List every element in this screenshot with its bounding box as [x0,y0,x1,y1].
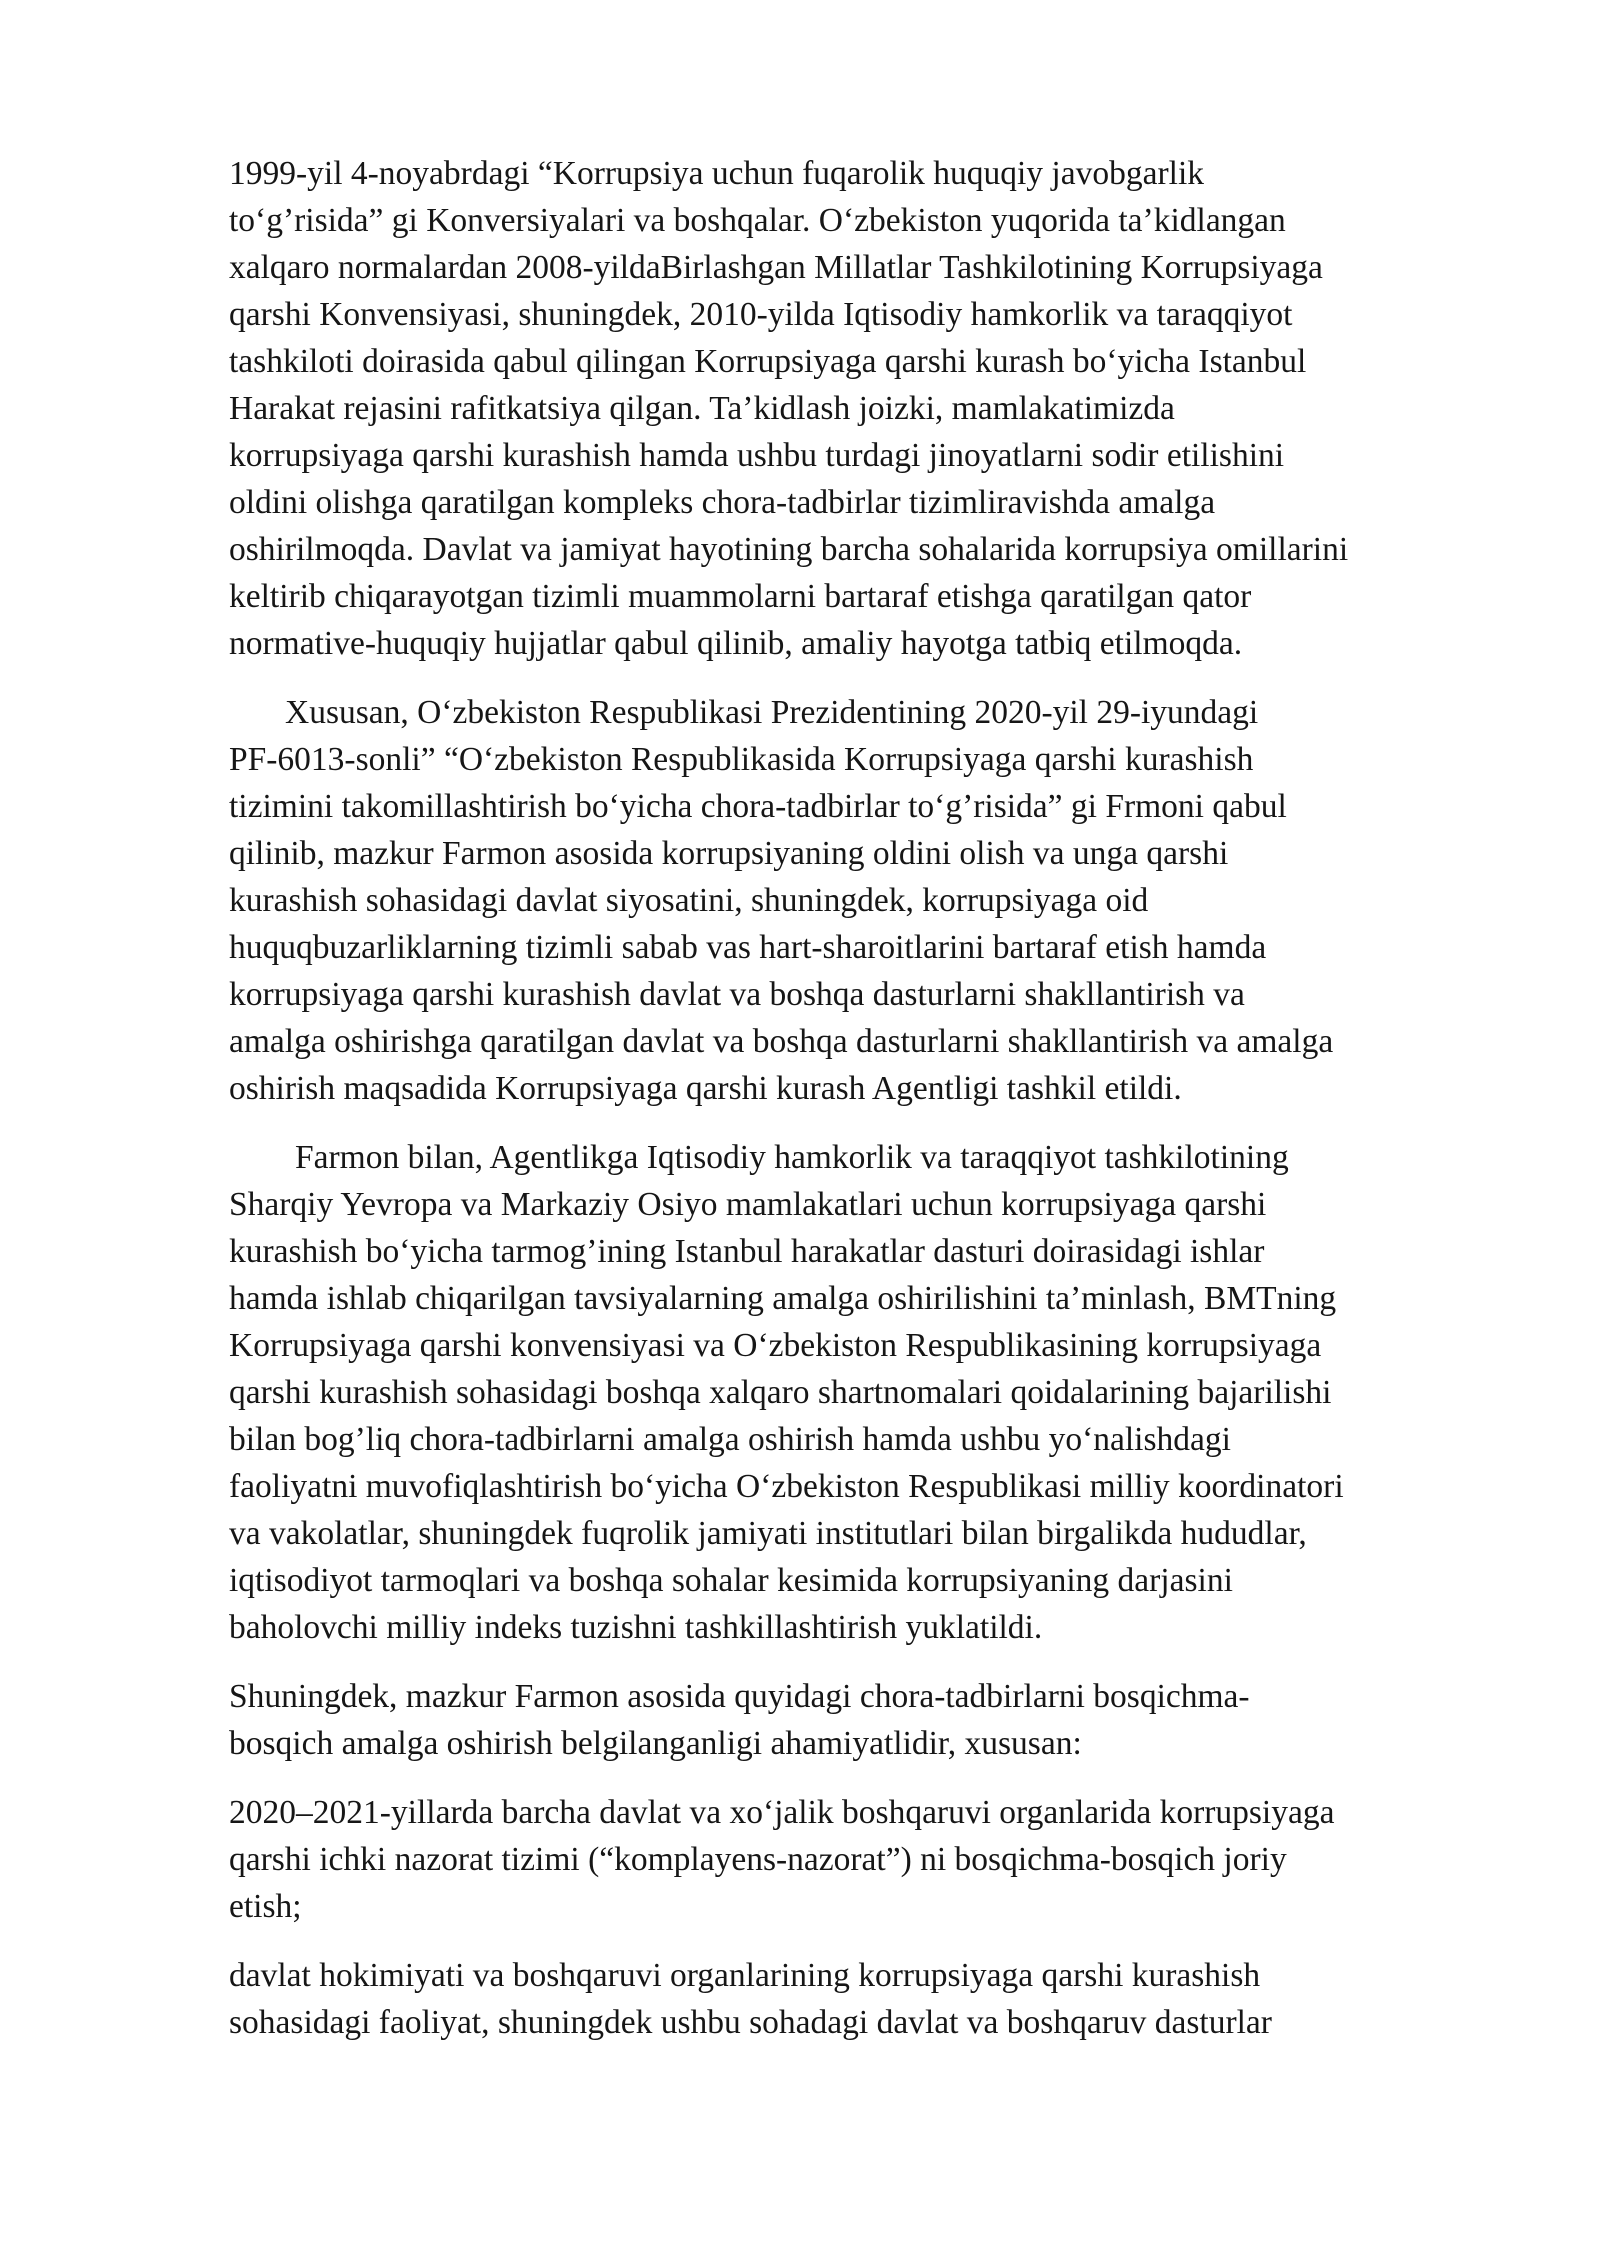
text-line: kurashish sohasidagi davlat siyosatini, shuningdek, korrupsiyaga oid [229,882,1149,919]
paragraph-5 [229,1789,1529,1930]
text-line: korrupsiyaga qarshi kurashish hamda ushbu turdagi jinoyatlarni sodir etilishini [229,437,1285,474]
paragraph-3 [229,1134,1529,1651]
text-line: 2020–2021-yillarda barcha davlat va xo‘jalik boshqaruvi organlarida korrupsiyaga [229,1794,1335,1831]
text-line: va vakolatlar, shuningdek fuqrolik jamiyati institutlari bilan birgalikda hududlar, [229,1515,1307,1552]
text-line: oshirish maqsadida Korrupsiyaga qarshi kurash Agentligi tashkil etildi. [229,1070,1182,1107]
text-line: Harakat rejasini rafitkatsiya qilgan. Ta’kidlash joizki, mamlakatimizda [229,390,1175,427]
text-line: qarshi Konvensiyasi, shuningdek, 2010-yilda Iqtisodiy hamkorlik va taraqqiyot [229,296,1293,333]
text-line: bilan bog’liq chora-tadbirlarni amalga oshirish hamda ushbu yo‘nalishdagi [229,1421,1231,1458]
text-line: korrupsiyaga qarshi kurashish davlat va boshqa dasturlarni shakllantirish va [229,976,1245,1013]
text-line: davlat hokimiyati va boshqaruvi organlarining korrupsiyaga qarshi kurashish [229,1957,1261,1994]
text-line: qarshi kurashish sohasidagi boshqa xalqaro shartnomalari qoidalarining bajarilishi [229,1374,1332,1411]
text-line: keltirib chiqarayotgan tizimli muammolarni bartaraf etishga qaratilgan qator [229,578,1252,615]
text-line: Shuningdek, mazkur Farmon asosida quyidagi chora-tadbirlarni bosqichma- [229,1678,1250,1715]
text-line: xalqaro normalardan 2008-yildaBirlashgan Millatlar Tashkilotining Korrupsiyaga [229,249,1323,286]
text-line: Xususan, O‘zbekiston Respublikasi Prezidentining 2020-yil 29-iyundagi [285,694,1259,731]
text-line: amalga oshirishga qaratilgan davlat va boshqa dasturlarni shakllantirish va amalga [229,1023,1334,1060]
text-line: 1999-yil 4-noyabrdagi “Korrupsiya uchun fuqarolik huquqiy javobgarlik [229,155,1205,192]
text-line: PF-6013-sonli” “O‘zbekiston Respublikasida Korrupsiyaga qarshi kurashish [229,741,1254,778]
text-line: huquqbuzarliklarning tizimli sabab vas hart-sharoitlarini bartaraf etish hamda [229,929,1267,966]
paragraph-2 [229,689,1529,1112]
text-line: oshirilmoqda. Davlat va jamiyat hayotining barcha sohalarida korrupsiya omillarini [229,531,1349,568]
text-line: tashkiloti doirasida qabul qilingan Korrupsiyaga qarshi kurash bo‘yicha Istanbul [229,343,1307,380]
paragraph-6 [229,1952,1529,2046]
text-line: tizimini takomillashtirish bo‘yicha chora-tadbirlar to‘g’risida” gi Frmoni qabul [229,788,1287,825]
text-line: hamda ishlab chiqarilgan tavsiyalarning amalga oshirilishini ta’minlash, BMTning [229,1280,1337,1317]
text-line: Sharqiy Yevropa va Markaziy Osiyo mamlakatlari uchun korrupsiyaga qarshi [229,1186,1267,1223]
text-line: Korrupsiyaga qarshi konvensiyasi va O‘zbekiston Respublikasining korrupsiyaga [229,1327,1322,1364]
text-line: to‘g’risida” gi Konversiyalari va boshqalar. O‘zbekiston yuqorida ta’kidlangan [229,202,1286,239]
text-line: Farmon bilan, Agentlikga Iqtisodiy hamkorlik va taraqqiyot tashkilotining [295,1139,1289,1176]
paragraph-4 [229,1673,1529,1767]
document-page [229,150,1529,2068]
text-line: sohasidagi faoliyat, shuningdek ushbu sohadagi davlat va boshqaruv dasturlar [229,2004,1272,2041]
text-line: baholovchi milliy indeks tuzishni tashkillashtirish yuklatildi. [229,1609,1043,1646]
text-line: faoliyatni muvofiqlashtirish bo‘yicha O‘zbekiston Respublikasi milliy koordinatori [229,1468,1344,1505]
text-line: iqtisodiyot tarmoqlari va boshqa sohalar kesimida korrupsiyaning darjasini [229,1562,1233,1599]
paragraph-1 [229,150,1529,667]
text-line: oldini olishga qaratilgan kompleks chora-tadbirlar tizimliravishda amalga [229,484,1216,521]
text-line: qilinib, mazkur Farmon asosida korrupsiyaning oldini olish va unga qarshi [229,835,1229,872]
text-line: bosqich amalga oshirish belgilanganligi ahamiyatlidir, xususan: [229,1725,1082,1762]
text-line: normative-huquqiy hujjatlar qabul qilinib, amaliy hayotga tatbiq etilmoqda. [229,625,1243,662]
text-line: kurashish bo‘yicha tarmog’ining Istanbul harakatlar dasturi doirasidagi ishlar [229,1233,1265,1270]
text-line: etish; [229,1888,302,1925]
text-line: qarshi ichki nazorat tizimi (“komplayens-nazorat”) ni bosqichma-bosqich joriy [229,1841,1287,1878]
